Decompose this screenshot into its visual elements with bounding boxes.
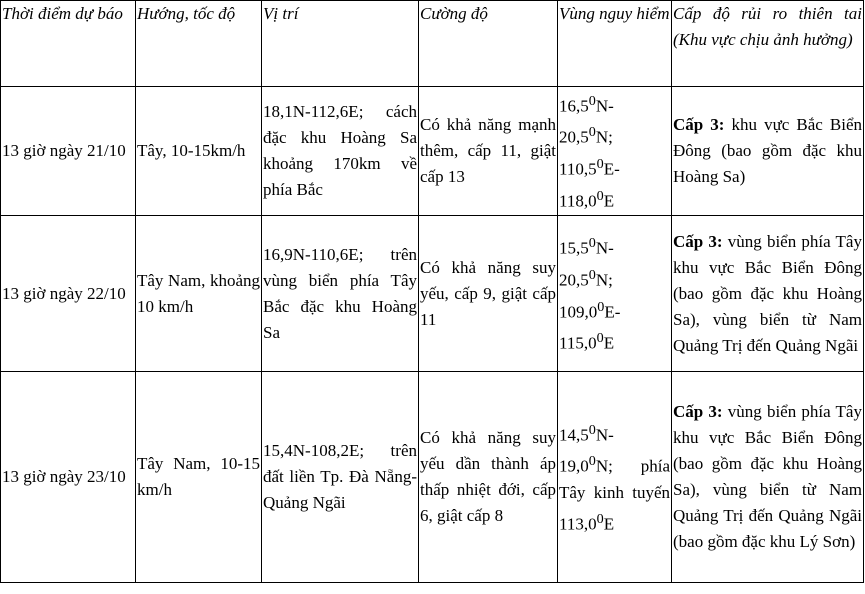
forecast-time-cell: 13 giờ ngày 21/10 bbox=[1, 87, 136, 216]
intensity-cell: Có khả năng suy yếu dần thành áp thấp nhiệt đới, cấp 6, giật cấp 8 bbox=[419, 372, 558, 583]
intensity-cell: Có khả năng suy yếu, cấp 9, giật cấp 11 bbox=[419, 216, 558, 372]
direction-speed-cell: Tây, 10-15km/h bbox=[136, 87, 262, 216]
header-risk-level: Cấp độ rủi ro thiên tai (Khu vực chịu ảnh hưởng) bbox=[672, 1, 864, 87]
risk-level-cell: Cấp 3: khu vực Bắc Biển Đông (bao gồm đặc khu Hoàng Sa) bbox=[672, 87, 864, 216]
header-position: Vị trí bbox=[262, 1, 419, 87]
table-row bbox=[1, 372, 864, 583]
header-intensity: Cường độ bbox=[419, 1, 558, 87]
direction-speed-cell: Tây Nam, 10-15 km/h bbox=[136, 372, 262, 583]
danger-zone-cell: 16,5$^0$N- 20,5$^0$N; 110,5$^0$E- 118,0$^0$E bbox=[558, 87, 672, 216]
table-row bbox=[1, 87, 864, 216]
header-direction-speed: Hướng, tốc độ bbox=[136, 1, 262, 87]
header-forecast-time: Thời điểm dự báo bbox=[1, 1, 136, 87]
table-row bbox=[1, 216, 864, 372]
intensity-cell: Có khả năng mạnh thêm, cấp 11, giật cấp 13 bbox=[419, 87, 558, 216]
danger-zone-cell: 15,5$^0$N- 20,5$^0$N; 109,0$^0$E- 115,0$^0$E bbox=[558, 216, 672, 372]
header-row bbox=[1, 1, 864, 87]
position-cell: 18,1N-112,6E; cách đặc khu Hoàng Sa khoảng 170km về phía Bắc bbox=[262, 87, 419, 216]
risk-level-cell: Cấp 3: vùng biển phía Tây khu vực Bắc Biển Đông (bao gồm đặc khu Hoàng Sa), vùng biển từ Nam Quảng Trị đến Quảng Ngãi bbox=[672, 216, 864, 372]
danger-zone-cell: 14,5$^0$N- 19,0$^0$N; phía Tây kinh tuyến 113,0$^0$E bbox=[558, 372, 672, 583]
position-cell: 16,9N-110,6E; trên vùng biển phía Tây Bắc đặc khu Hoàng Sa bbox=[262, 216, 419, 372]
forecast-time-cell: 13 giờ ngày 23/10 bbox=[1, 372, 136, 583]
forecast-time-cell: 13 giờ ngày 22/10 bbox=[1, 216, 136, 372]
position-cell: 15,4N-108,2E; trên đất liền Tp. Đà Nẵng-Quảng Ngãi bbox=[262, 372, 419, 583]
direction-speed-cell: Tây Nam, khoảng 10 km/h bbox=[136, 216, 262, 372]
header-danger-zone: Vùng nguy hiểm bbox=[558, 1, 672, 87]
risk-level-cell: Cấp 3: vùng biển phía Tây khu vực Bắc Biển Đông (bao gồm đặc khu Hoàng Sa), vùng biển từ Nam Quảng Trị đến Quảng Ngãi (bao gồm đặc khu Lý Sơn) bbox=[672, 372, 864, 583]
